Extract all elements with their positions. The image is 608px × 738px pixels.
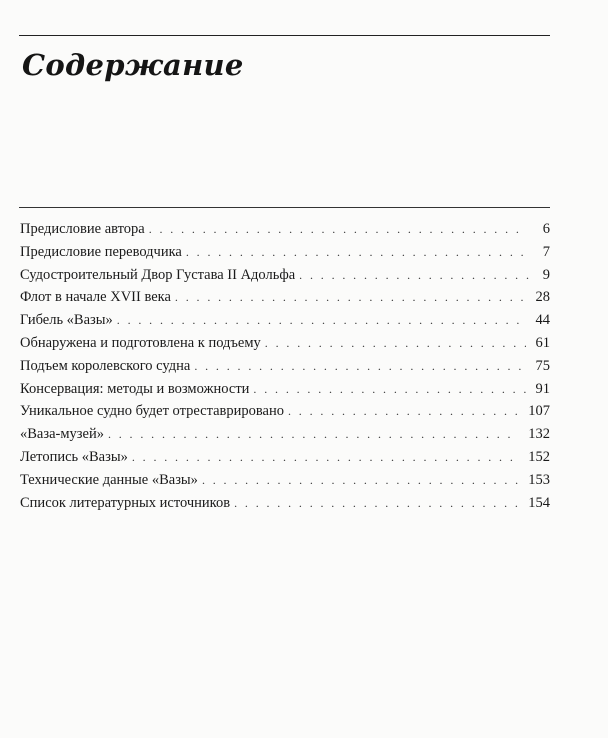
- dot-leader: [299, 264, 532, 287]
- dot-leader: [132, 446, 518, 469]
- dot-leader: [149, 218, 527, 241]
- toc-entry-title: Гибель «Вазы»: [20, 312, 113, 329]
- toc-entry-page: 132: [528, 426, 550, 443]
- toc-entry-title: Подъем королевского судна: [20, 357, 191, 374]
- toc-entry-page: 61: [535, 334, 550, 351]
- toc-entry-page: 153: [528, 471, 550, 488]
- toc-entry-page: 152: [528, 448, 550, 465]
- toc-entry-page: 7: [542, 243, 550, 260]
- dot-leader: [265, 332, 526, 355]
- toc-entry-page: 107: [528, 403, 550, 420]
- dot-leader: [202, 469, 518, 492]
- toc-entry-page: 44: [535, 312, 550, 329]
- dot-leader: [117, 309, 526, 332]
- top-rule: [19, 35, 550, 36]
- toc-entry-title: Предисловие автора: [20, 221, 145, 237]
- toc-entry-title: Флот в начале XVII века: [20, 289, 171, 306]
- toc-entry-page: 28: [535, 289, 550, 306]
- toc-entry: [20, 286, 550, 309]
- toc-entry-title: Технические данные «Вазы»: [20, 471, 198, 488]
- toc-entry-page: 9: [542, 266, 550, 283]
- toc-entry-page: 6: [542, 221, 550, 237]
- table-of-contents: [20, 218, 550, 514]
- dot-leader: [253, 378, 525, 401]
- toc-entry: [20, 400, 550, 423]
- dot-leader: [186, 241, 528, 264]
- toc-entry-page: 75: [535, 357, 550, 374]
- dot-leader: [108, 423, 518, 446]
- toc-entry-title: Судостроительный Двор Густава II Адольфа: [20, 266, 296, 283]
- section-rule: [19, 207, 550, 208]
- toc-entry-title: Обнаружена и подготовлена к подъему: [20, 334, 261, 351]
- toc-entry-title: Летопись «Вазы»: [20, 448, 128, 465]
- toc-entry: [20, 241, 550, 264]
- toc-entry-title: «Ваза-музей»: [20, 426, 104, 443]
- toc-entry: [20, 378, 550, 401]
- toc-entry: [20, 469, 550, 492]
- dot-leader: [288, 400, 518, 423]
- dot-leader: [234, 492, 518, 515]
- toc-entry: [20, 492, 550, 515]
- toc-entry: [20, 446, 550, 469]
- dot-leader: [175, 286, 526, 309]
- toc-entry: [20, 355, 550, 378]
- toc-entry: [20, 423, 550, 446]
- toc-entry: [20, 309, 550, 332]
- toc-entry-title: Предисловие переводчика: [20, 243, 182, 260]
- toc-entry-page: 154: [528, 494, 550, 511]
- toc-entry: [20, 264, 550, 287]
- dot-leader: [194, 355, 525, 378]
- toc-entry-page: 91: [535, 380, 550, 397]
- toc-entry-title: Уникальное судно будет отреставрировано: [20, 403, 284, 420]
- page-title: Содержание: [22, 48, 244, 82]
- toc-entry: [20, 332, 550, 355]
- toc-entry-title: Список литературных источников: [20, 494, 231, 511]
- toc-entry: [20, 218, 550, 241]
- toc-entry-title: Консервация: методы и возможности: [20, 380, 250, 397]
